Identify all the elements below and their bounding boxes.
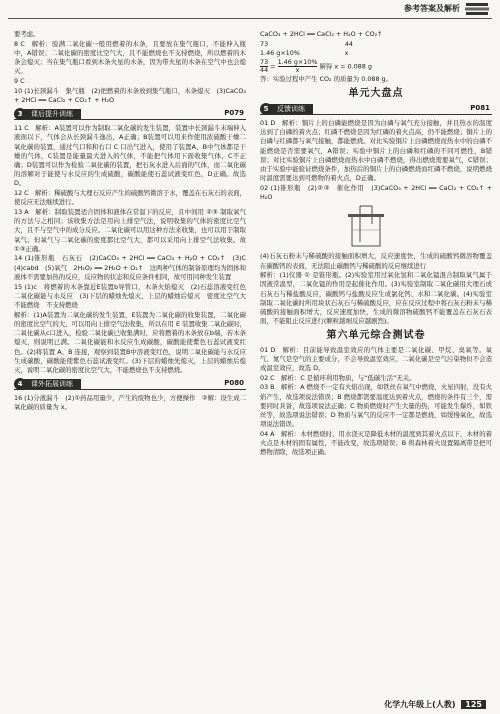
right-column [260,30,492,458]
header-title: 参考答案及解析 [404,4,460,13]
answer-8: 8 C 解析：验满二氧化碳一般用燃着的木条，且要放在集气瓶口，不能伸入瓶中，A错误；二氧化碳的密度比空气大，且不能燃烧也不支持燃烧，所以燃着的木条会熄灭；当在集气瓶口看到木条火星的木条，因为带火星的木条在空气中也会熄灭。 [14,39,246,76]
section-title: 课后提升训练 [23,109,81,119]
section-title: 反馈训练 [269,104,313,114]
solution-text: 解得 x = 0.088 g [319,62,372,71]
section-page-code: P080 [224,379,244,388]
left-column [14,30,253,413]
section-header-3 [14,108,246,120]
feedback-answer-02-part4: (4)石灰石粉末与稀硫酸的接触面积增大，反应速度快，生成的硫酸钙微溶物覆盖在碳酸钙的表面，无法阻止碳酸钙与稀硫酸的反应继续进行 [260,252,492,270]
answer-10: 10 (1)长颈漏斗 集气瓶 (2)把燃着的木条放到集气瓶口，木条熄灭 (3)CaCO₃ + 2HCl ══ CaCl₂ + CO₂↑ + H₂O [14,86,246,104]
answer-15: 15 (1)c 将燃着的木条靠近E装置b导管口，木条火焰熄灭 (2)石蕊溶液变红色 二氧化碳能与水反应 (3)下层的蜡烛先熄灭，上层的蜡烛后熄灭 密度比空气大 不能燃烧 不支持燃烧 [14,282,253,309]
section-header-5 [260,103,492,115]
section-page-code: P081 [470,104,490,113]
test-answer-01: 01 D 解析：目前能导致温室效应的气体主要是二氧化碳、甲烷、臭氧等。氧气、氮气是空气的主要成分，不会导致温室效应。二氧化碳是空气污染物但不会造成温室效应，故选 D。 [260,345,492,373]
equation-masses: 73 44 [260,39,353,48]
section-badge: 5 [260,103,272,115]
answer-9: 9 C [14,77,25,86]
answer-14: 14 (1)锥形瓶 石灰石 (2)CaCO₃ + 2HCl ══ CaCl₂ + H₂O + CO₂↑ (3)C (4)cabd (5)氧气 2H₂O₂ ══ 2H₂O + O₂↑ 这两种气体的制备原理均为固体和液体不需要加热的反应，反应物的状态和反应条件相同，故可用同种发生装置 [14,254,253,281]
proportion: $\frac{73}{44}$ = $\frac{1.46 g\times 10\%}{x}$ 解得 x = 0.088 g [260,58,372,75]
unit-heading: 单元大盘点 [348,87,404,99]
equation: CaCO₃ + 2HCl ══ CaCl₂ + H₂O + CO₂↑ [260,30,383,38]
section-header-4 [14,378,246,390]
feedback-answer-02-explanation: 解析：(1)仪器 ① 是锥形瓶。(2)实验室用过氧化氢和二氧化锰混合制取氧气属于固液常温型，二氧化锰的作用是起催化作用。(3)实验室制取二氧化碳用大理石或石灰石与稀盐酸反应，碳酸钙与盐酸反应生成氯化钙、水和二氧化碳。(4)实验室制取二氧化碳时所用块状石灰石与稀硫酸反应，应在反应过程中将石灰石粉末与稀硫酸的接触面积增大，反应速度加快，生成的微溶物硫酸钙不能覆盖在石灰石表面，不能阻止反应进行(颗粒越细反应越剧烈)。 [260,271,492,326]
unit-test-heading: 第六单元综合测试卷 [326,330,426,342]
apparatus-diagram [260,204,492,250]
test-answer-03: 03 B 解析：A 燃烧不一定有火焰出现，如铁丝在氧气中燃烧，火星四射，没有火焰产生，故选项说法错误；B 燃烧都需要温度达到着火点，燃烧的条件有三个，需要同时具备，故选项说法正确；C 物质燃烧时产生大量的热，可能发生爆炸，如铁丝等，故选项说法错误；D 物质与氧气的反应不一定都是燃烧，如缓慢氧化，故选项说法错误。 [260,383,492,429]
answer-11: 11 C 解析：A装置可以作为制取二氧化碳的发生装置，装置中长颈漏斗末端伸入液面以下，气体会从长颈漏斗逸出，A正确；B装置可以用来作使用浓硫酸干燥二氧化碳的装置，通过气口和和右口 C 口出气进入，使用了装置A、B中气体都是干燥的气体，C装置是能量最大进入的气体，不能把气体用下面收集气体，C不正确；D装置可以作为检验二氧化碳的装置，把石灰水进入后面的气体，而二氧化碳的溶解对于能使与水反应的生成硫酸，碳酸能使石蕊试液变红色，D正确。故选D。 [14,124,246,188]
fraction: $\frac{1.46 g\times 10\%}{x}$ [277,58,318,75]
page-number: 125 [461,700,486,709]
book-stack-icon [464,2,490,16]
header-rule [8,18,492,19]
answer-13: 13 A 解析：制取装置适合固体和液体在常温下的反应，且中间用 ②③ 制取氧气的方法与之相同；该收集方法是用向上排空气法，说明收集的气体的密度比空气大，且不与空气中的成分反应。二氧化碳可以用这种方法来收集，也可以用于制取氧气；但氧气与二氧化碳的密度都比空气大，都可以采用向上排空气法收集。故①③正确。 [14,207,246,253]
answer-text: 要考虑。 [14,30,40,38]
section-badge: 3 [14,108,26,120]
section-page-code: P079 [224,109,244,118]
answer-15-explanation: 解析：(1)A装置为二氧化碳的发生装置，E装置为二氧化碳的收集装置，二氧化碳的密度比空气的大，可以用向上排空气法收集，所以在用 E 装置收集二氧化碳时，二氧化碳从c口进入，检验二氧化碳已收集满时，应将燃着的木条放在b端，若木条熄灭，则说明已满。二氧化碳能和水反应生成碳酸，碳酸能使紫色石蕊试液变红色。(2)将装置 A、B 连接，观察到装置B中溶液变红色，说明二氧化碳能与水反应生成碳酸，碳酸能使紫色石蕊试液变红。(3)下层的蜡烛先熄灭，上层的蜡烛后熄灭，说明二氧化碳的密度比空气大，不能燃烧也不支持燃烧。 [14,310,246,374]
gas-collection-apparatus-icon [260,204,492,250]
section-badge: 4 [14,378,26,390]
fraction: $\frac{73}{44}$ [260,58,269,75]
answer-statement: 答：实验过程中产生 CO₂ 的质量为 0.088 g。 [260,74,392,83]
page-header [0,0,500,20]
section-title: 课外拓展训练 [23,379,81,389]
feedback-answer-02: 02 (1)锥形瓶 (2)②③ 催化作用 (3)CaCO₃ + 2HCl ══ CaCl₂ + CO₂↑ + H₂O [260,183,492,202]
equation-quantities: 1.46 g×10% x [260,49,349,58]
test-answer-04: 04 A 解析：木材燃烧时，用水浇灭是降低木材的温度到其着火点以下，木材的着火点是木材的固有属性，不能改变，故选项错误；B 将森林着火设置隔离带是把可燃物清除，故选项正确。 [260,430,492,457]
footer-label: 化学九年级上(人教) [384,700,456,709]
page-footer [384,699,486,710]
feedback-answer-01: 01 D 解析：铜片上的白磷能燃烧是因为白磷与氧气充分接触，并且热水的温度达到了白磷的着火点；红磷不燃烧是因为红磷的着火点高，仍不能燃烧；铜片上的白磷与红磷都与氧气接触，都能燃烧。对比实验铜片上白磷燃烧而热水中的白磷不能燃烧是否需要氧气，A错误；实验中铜片上的白磷和红磷的不同可燃性，B错误；对比实验铜片上白磷燃烧而热水中白磷不燃烧，得出燃烧需要氧气，C错误；由于实验中能验证燃烧条件，加热后的铜片上的白磷燃烧而红磷不燃烧，说明燃烧时温度需要达到可燃物的着火点，D正确。 [260,119,492,183]
test-answer-02: 02 C 解析：C 是循环利用物质，与“低碳生活”无关。 [260,373,416,382]
answer-16: 16 (1)分液漏斗 (2)①药品用量少，产生的废物也少，方便操作 ②解：设生成二氧化碳的质量为 x。 [14,394,246,412]
answer-12: 12 C 解析：稀硫酸与大理石反应产生的硫酸钙微溶于水，覆盖在石灰石的表面，使反应无法继续进行。 [14,189,246,207]
